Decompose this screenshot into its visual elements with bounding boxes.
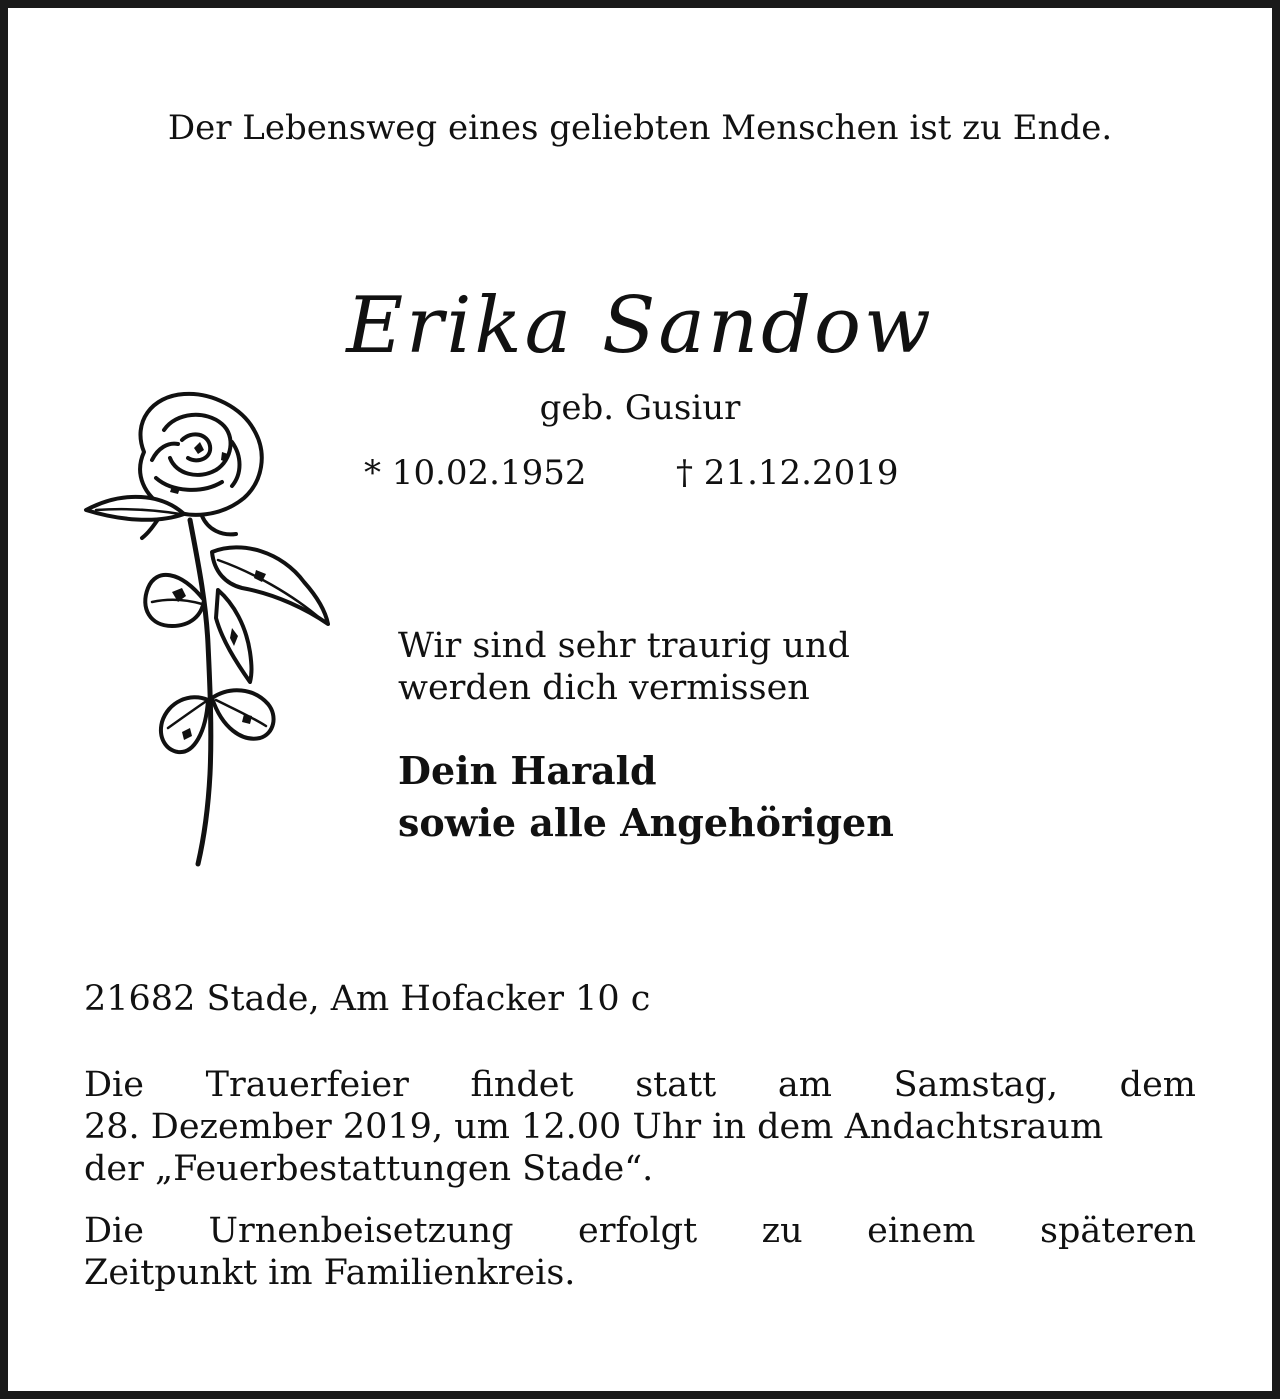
intro-line: Der Lebensweg eines geliebten Menschen ist zu Ende. <box>167 108 1113 148</box>
address: 21682 Stade, Am Hofacker 10 c <box>84 979 651 1019</box>
signer-line: Dein Harald <box>398 748 657 793</box>
burial-line: Zeitpunkt im Familienkreis. <box>84 1253 576 1293</box>
ceremony-paragraph <box>84 1064 1196 1190</box>
death-date: † 21.12.2019 <box>676 453 899 493</box>
rose-icon <box>72 382 334 868</box>
signer-line: sowie alle Angehörigen <box>398 800 894 845</box>
ceremony-line: Die Trauerfeier findet statt am Samstag, dem <box>84 1065 1196 1105</box>
signers <box>398 745 894 849</box>
condolence-line: werden dich vermissen <box>398 668 810 708</box>
ceremony-line: 28. Dezember 2019, um 12.00 Uhr in dem Andachtsraum <box>84 1107 1104 1147</box>
burial-paragraph <box>84 1210 1196 1294</box>
ceremony-line: der „Feuerbestattungen Stade“. <box>84 1149 654 1189</box>
burial-line: Die Urnenbeisetzung erfolgt zu einem späteren <box>84 1211 1196 1251</box>
condolence-text <box>398 625 850 709</box>
deceased-name: Erika Sandow <box>346 281 934 371</box>
condolence-line: Wir sind sehr traurig und <box>398 626 850 666</box>
birth-name: geb. Gusiur <box>539 388 741 428</box>
birth-date: * 10.02.1952 <box>364 453 587 493</box>
